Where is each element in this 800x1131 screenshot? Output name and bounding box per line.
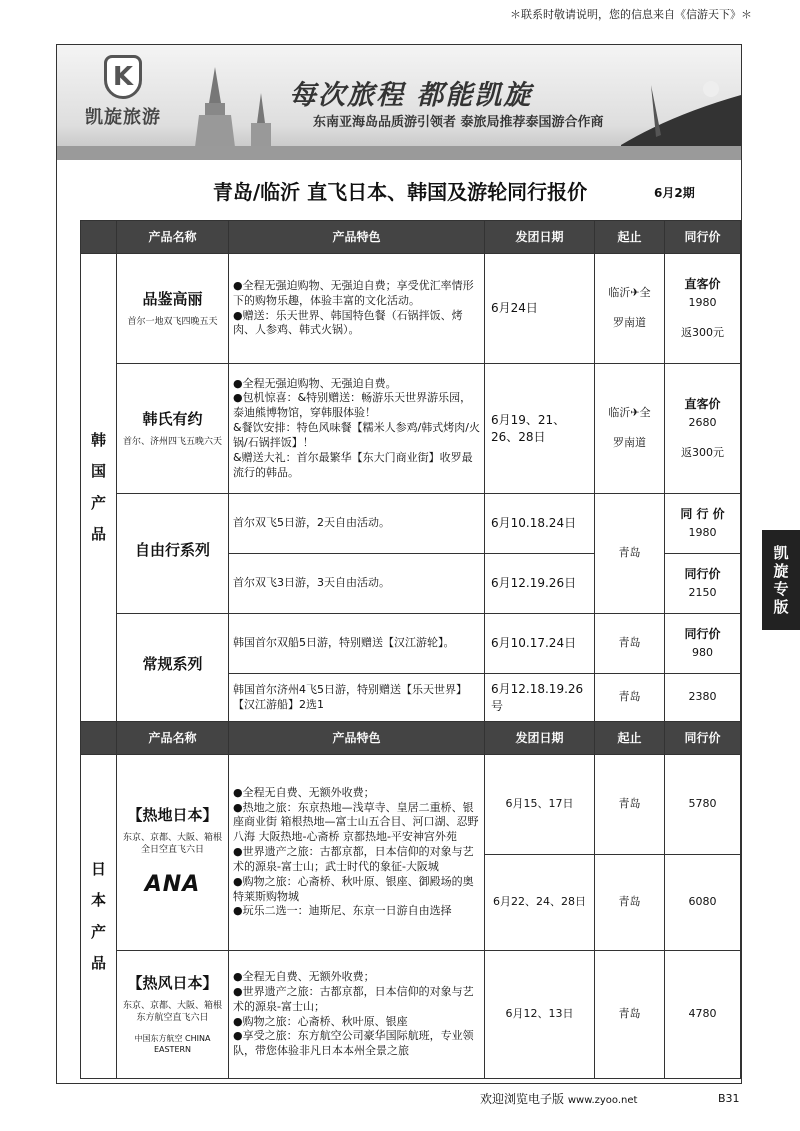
table-header xyxy=(81,221,741,254)
departure-date: 6月22、24、28日 xyxy=(485,855,595,951)
product-name: 韩氏有约 xyxy=(142,410,203,429)
departure-date: 6月10.18.24日 xyxy=(485,494,595,554)
table-row xyxy=(81,951,741,1079)
departure-date: 6月12.18.19.26号 xyxy=(485,674,595,722)
header-price: 同行价 xyxy=(665,722,741,755)
product-sub: 首尔一地双飞四晚五天 xyxy=(127,316,218,327)
product-name-cell xyxy=(117,951,229,1079)
banner xyxy=(57,45,741,160)
header-price: 同行价 xyxy=(665,221,741,254)
table-row xyxy=(81,755,741,855)
page-title: 青岛/临沂 直飞日本、韩国及游轮同行报价 xyxy=(212,180,588,204)
header-route: 起止 xyxy=(595,221,665,254)
header-blank xyxy=(81,221,117,254)
issue-label: 6月2期 xyxy=(654,186,695,200)
ana-logo: ANA xyxy=(144,871,201,897)
departure-date: 6月19、21、26、28日 xyxy=(485,364,595,494)
product-features: 韩国首尔济州4飞5日游，特别赠送【乐天世界】【汉江游船】2选1 xyxy=(229,674,485,722)
departure-date: 6月10.17.24日 xyxy=(485,614,595,674)
product-sub: 东京、京都、大阪、箱根全日空直飞六日 xyxy=(122,832,222,855)
departure-date: 6月12、13日 xyxy=(485,951,595,1079)
price-cell: 同行价 2150 xyxy=(665,554,741,614)
product-name-cell xyxy=(117,755,229,951)
header-product-name: 产品名称 xyxy=(117,221,229,254)
route-cell: 青岛 xyxy=(595,614,665,674)
product-name: 品鉴高丽 xyxy=(142,290,203,309)
departure-date: 6月24日 xyxy=(485,254,595,364)
price-cell: 同行价 980 xyxy=(665,614,741,674)
departure-date: 6月15、17日 xyxy=(485,755,595,855)
series-name: 常规系列 xyxy=(117,614,229,722)
price-cell: 2380 xyxy=(665,674,741,722)
price-cell: 5780 xyxy=(665,755,741,855)
banner-stripe xyxy=(57,146,741,160)
product-features: ●全程无强迫购物、无强迫自费；享受优汇率情形下的购物乐趣，体验丰富的文化活动。 ●赠送：乐天世界、韩国特色餐（石锅拌饭、烤肉、人参鸡、韩式火锅）。 xyxy=(229,254,485,364)
product-features: 首尔双飞3日游，3天自由活动。 xyxy=(229,554,485,614)
airplane-icon: ✈ xyxy=(630,286,640,300)
price-cell: 4780 xyxy=(665,951,741,1079)
top-note: ＊联系时敬请说明，您的信息来自《信游天下》＊ xyxy=(510,8,752,21)
airplane-icon: ✈ xyxy=(630,406,640,420)
slogan: 每次旅程 都能凯旋 xyxy=(289,80,533,111)
product-sub: 首尔、济州四飞五晚六天 xyxy=(122,436,222,447)
header-route: 起止 xyxy=(595,722,665,755)
price-cell: 直客价 2680 返300元 xyxy=(665,364,741,494)
category-korea: 韩 国 产 品 xyxy=(81,254,117,722)
price-cell: 同 行 价 1980 xyxy=(665,494,741,554)
header-features: 产品特色 xyxy=(229,221,485,254)
product-features: ●全程无强迫购物、无强迫自费。 ●包机惊喜：&特别赠送：畅游乐天世界游乐园，泰迪熊博物馆，穿韩服体验！ &餐饮安排：特色风味餐【糯米人参鸡/韩式烤肉/火锅/石锅拌饭】！ &赠送大礼：首尔最繁华【东大门商业街】收罗最流行的韩品。 xyxy=(229,364,485,494)
price-table xyxy=(80,220,741,1079)
route-cell: 青岛 xyxy=(595,755,665,855)
table-row xyxy=(81,364,741,494)
temple-icon xyxy=(175,63,285,153)
boat-icon xyxy=(611,75,741,155)
route-cell: 临沂✈全 罗南道 xyxy=(595,364,665,494)
china-eastern-logo: 中国东方航空 CHINA EASTERN xyxy=(134,1033,211,1054)
header-product-name: 产品名称 xyxy=(117,722,229,755)
route-cell: 青岛 xyxy=(595,855,665,951)
route-cell: 青岛 xyxy=(595,494,665,614)
price-cell: 直客价 1980 返300元 xyxy=(665,254,741,364)
product-name-cell xyxy=(117,364,229,494)
product-features: ●全程无自费、无额外收费； ●热地之旅：东京热地—浅草寺、皇居二重桥、银座商业街 箱根热地—富士山五合目、河口湖、忍野八海 大阪热地-心斋桥 京都热地-平安神宫外苑 ●世界遗产之旅：古都京都，日本信仰的对象与艺术的源泉-富士山；武士时代的象征-大阪城 ●购物之旅：心斋桥、秋叶原、银座、御殿场的奥特莱斯购物城 ●玩乐二选一：迪斯尼、东京一日游自由选择 xyxy=(229,755,485,951)
footer xyxy=(480,1090,637,1107)
route-cell: 临沂✈全 罗南道 xyxy=(595,254,665,364)
side-tab: 凯旋专版 xyxy=(762,530,800,630)
table-row xyxy=(81,614,741,674)
header-date: 发团日期 xyxy=(485,722,595,755)
category-japan: 日 本 产 品 xyxy=(81,755,117,1079)
series-name: 自由行系列 xyxy=(117,494,229,614)
table-row xyxy=(81,494,741,554)
footer-url[interactable]: www.zyoo.net xyxy=(567,1095,638,1106)
header-date: 发团日期 xyxy=(485,221,595,254)
logo-text: 凯旋旅游 xyxy=(85,107,161,128)
product-features: ●全程无自费、无额外收费； ●世界遗产之旅：古都京都，日本信仰的对象与艺术的源泉-富士山； ●购物之旅：心斋桥、秋叶原、银座 ●享受之旅：东方航空公司豪华国际航班，专业领队，带您体验非凡日本本州全景之旅 xyxy=(229,951,485,1079)
table-header xyxy=(81,722,741,755)
departure-date: 6月12.19.26日 xyxy=(485,554,595,614)
product-features: 首尔双飞5日游，2天自由活动。 xyxy=(229,494,485,554)
route-cell: 青岛 xyxy=(595,674,665,722)
footer-text: 欢迎浏览电子版 xyxy=(480,1092,565,1106)
product-features: 韩国首尔双船5日游，特别赠送【汉江游轮】。 xyxy=(229,614,485,674)
company-logo xyxy=(69,55,177,129)
product-name: 【热风日本】 xyxy=(127,974,218,993)
price-cell: 6080 xyxy=(665,855,741,951)
table-row xyxy=(81,254,741,364)
page-number: B31 xyxy=(718,1092,740,1105)
header-blank xyxy=(81,722,117,755)
sub-slogan: 东南亚海岛品质游引领者 泰旅局推荐泰国游合作商 xyxy=(313,115,604,130)
product-name: 【热地日本】 xyxy=(127,806,218,825)
header-features: 产品特色 xyxy=(229,722,485,755)
product-sub: 东京、京都、大阪、箱根东方航空直飞六日 xyxy=(122,1000,222,1023)
route-cell: 青岛 xyxy=(595,951,665,1079)
product-name-cell xyxy=(117,254,229,364)
k-logo-icon: K xyxy=(104,55,142,99)
